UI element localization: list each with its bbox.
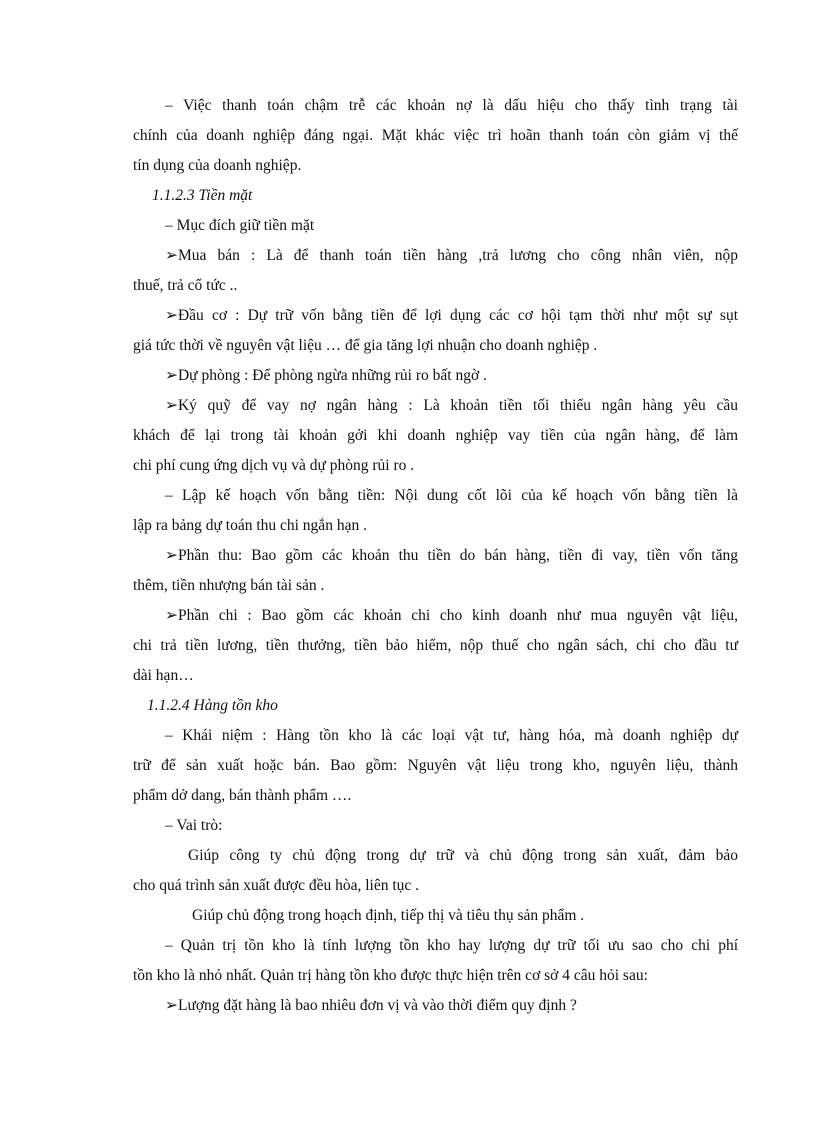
paragraph-line: giá tức thời về nguyên vật liệu … để gia tăng lợi nhuận cho doanh nghiệp . (133, 337, 598, 354)
paragraph-line: – Mục đích giữ tiền mặt (165, 217, 315, 234)
section-heading-cash: 1.1.2.3 Tiền mặt (152, 187, 253, 204)
paragraph-line: – Quản trị tồn kho là tính lượng tồn kho hay lượng dự trữ tối ưu sao cho chi phí (165, 937, 738, 954)
section-heading-inventory: 1.1.2.4 Hàng tồn kho (147, 697, 278, 714)
paragraph-line: tín dụng của doanh nghiệp. (133, 157, 302, 174)
paragraph-line: Giúp công ty chủ động trong dự trữ và chủ động trong sản xuất, đảm bảo (188, 847, 738, 864)
paragraph-line: thuế, trả cổ tức .. (133, 277, 238, 294)
paragraph-line: trữ để sản xuất hoặc bán. Bao gồm: Nguyên vật liệu trong kho, nguyên liệu, thành (133, 757, 738, 774)
paragraph-line: tồn kho là nhỏ nhất. Quản trị hàng tồn kho được thực hiện trên cơ sở 4 câu hỏi sau: (133, 967, 648, 984)
paragraph-line: chi trả tiền lương, tiền thưởng, tiền bảo hiểm, nộp thuế cho ngân sách, chi cho đầu tư (133, 637, 738, 654)
paragraph-line: dài hạn… (133, 667, 194, 684)
paragraph-line: – Lập kế hoạch vốn bằng tiền: Nội dung cốt lõi của kế hoạch vốn bằng tiền là (165, 487, 738, 504)
paragraph-line: – Khái niệm : Hàng tồn kho là các loại vật tư, hàng hóa, mà doanh nghiệp dự (165, 727, 738, 744)
paragraph-line: Giúp chủ động trong hoạch định, tiếp thị và tiêu thụ sản phẩm . (192, 907, 585, 924)
paragraph-line: – Việc thanh toán chậm trễ các khoản nợ là dấu hiệu cho thấy tình trạng tài (165, 97, 738, 114)
paragraph-line: lập ra bảng dự toán thu chi ngắn hạn . (133, 517, 367, 534)
bullet-line: ➢Dự phòng : Để phòng ngừa những rủi ro bất ngờ . (165, 367, 487, 384)
bullet-line: ➢Lượng đặt hàng là bao nhiêu đơn vị và vào thời điểm quy định ? (165, 997, 577, 1014)
bullet-line: ➢Ký quỹ để vay nợ ngân hàng : Là khoản tiền tối thiểu ngân hàng yêu cầu (165, 397, 738, 414)
paragraph-line: thêm, tiền nhượng bán tài sản . (133, 577, 325, 594)
bullet-line: ➢Đầu cơ : Dự trữ vốn bằng tiền để lợi dụng các cơ hội tạm thời như một sự sụt (165, 307, 738, 324)
bullet-line: ➢Phần thu: Bao gồm các khoản thu tiền do bán hàng, tiền đi vay, tiền vốn tăng (165, 547, 738, 564)
paragraph-line: chi phí cung ứng dịch vụ và dự phòng rủi ro . (133, 457, 415, 474)
paragraph-line: cho quá trình sản xuất được đều hòa, liên tục . (133, 877, 420, 894)
bullet-line: ➢Phần chi : Bao gồm các khoản chi cho kinh doanh như mua nguyên vật liệu, (165, 607, 738, 624)
paragraph-line: phẩm dở dang, bán thành phẩm …. (133, 787, 352, 804)
paragraph-line: – Vai trò: (165, 817, 223, 834)
paragraph-line: chính của doanh nghiệp đáng ngại. Mặt khác việc trì hoãn thanh toán còn giảm vị thế (133, 127, 738, 144)
bullet-line: ➢Mua bán : Là để thanh toán tiền hàng ,trả lương cho công nhân viên, nộp (165, 247, 738, 264)
paragraph-line: khách để lại trong tài khoản gởi khi doanh nghiệp vay tiền của ngân hàng, để làm (133, 427, 738, 444)
